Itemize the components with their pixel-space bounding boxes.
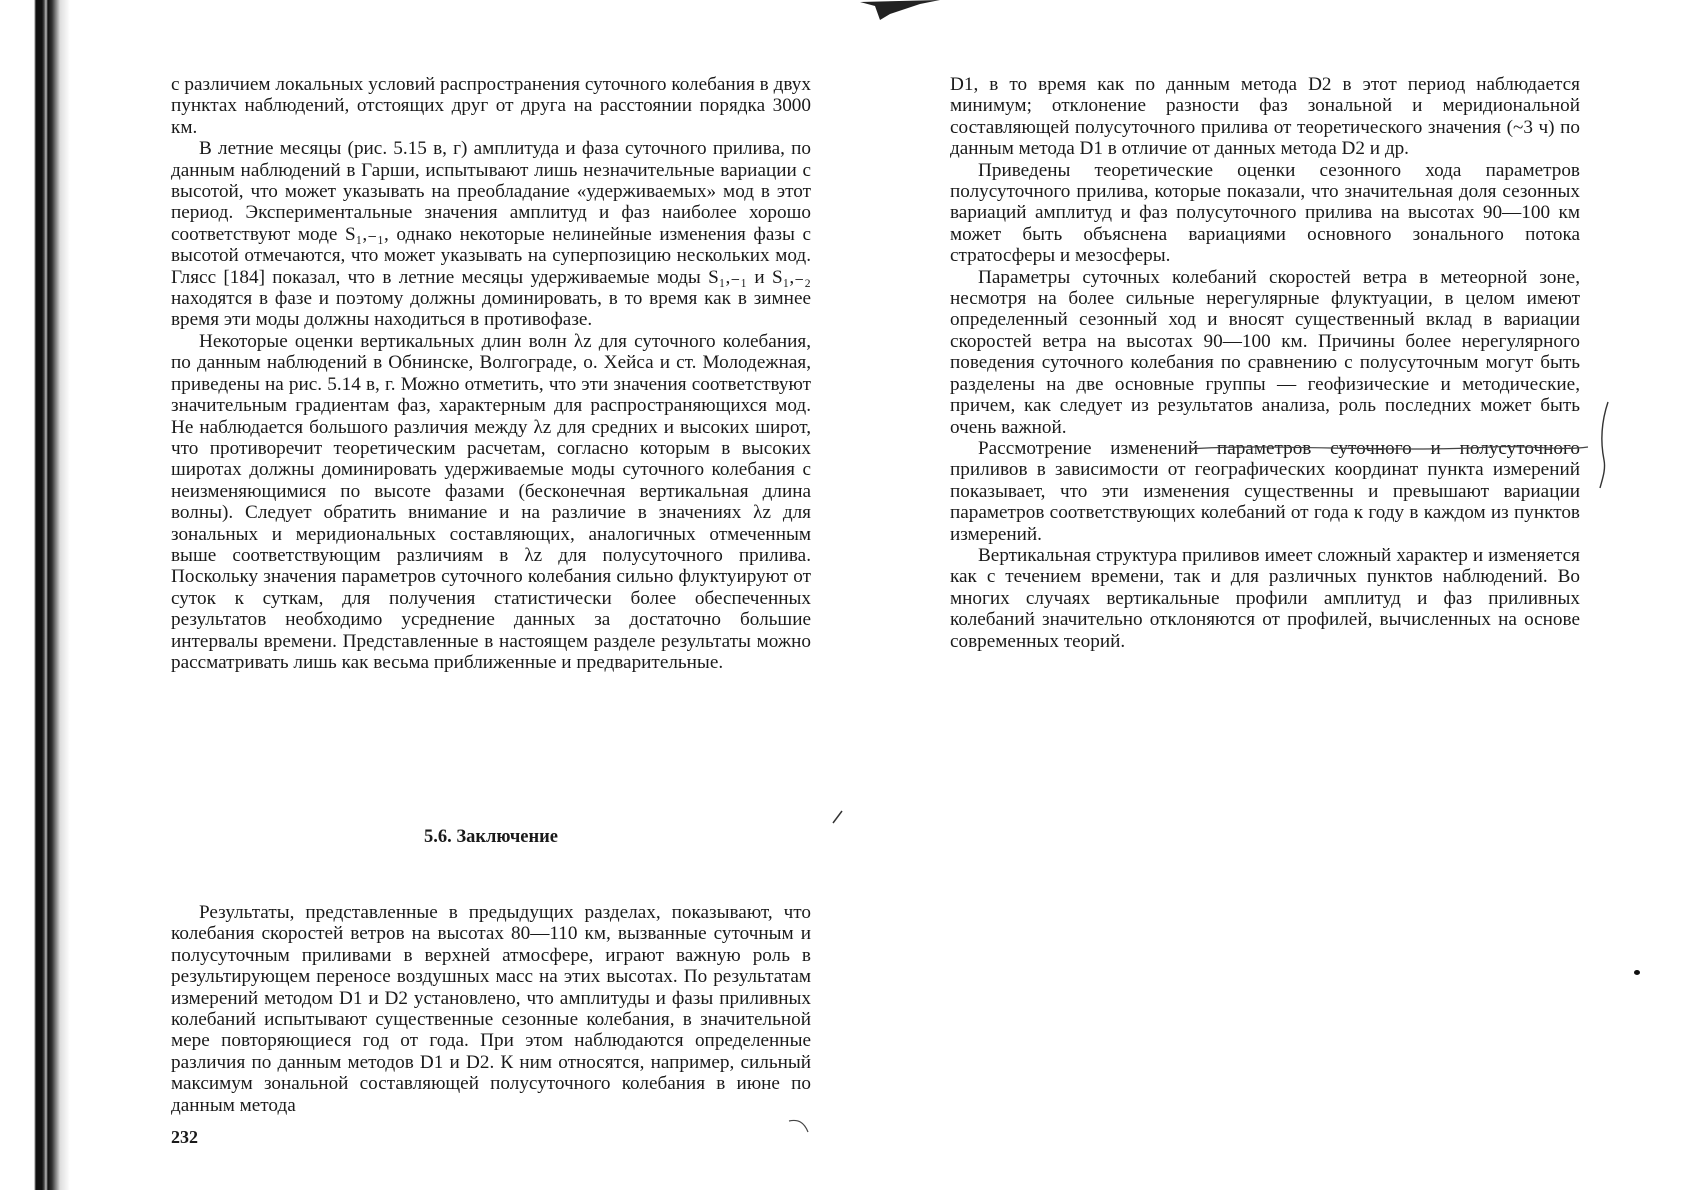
left-paragraph-1: с различием локальных условий распространения суточного колебания в двух пунктах наблюдений, отстоящих друг от друга на расстоянии порядка 3000 км. [171, 74, 811, 138]
conclusion-body [171, 902, 811, 1116]
right-paragraph-2: Приведены теоретические оценки сезонного хода параметров полусуточного прилива, которые показали, что значительная доля сезонных вариаций амплитуд и фаз полусуточного прилива на высотах 90—100 км может быть объяснена вариациями основного зонального потока стратосферы и мезосферы. [950, 159, 1580, 267]
right-paragraph-3: Параметры суточных колебаний скоростей ветра в метеорной зоне, несмотря на более сильные нерегулярные флуктуации, в целом имеют определенный сезонный ход и вносят существенный вклад в вариации скоростей ветра на высотах 90—100 км. Причины более нерегулярного поведения суточного колебания по сравнению с полусуточным могут быть разделены на две основные группы — геофизические и методические, причем, как следует из результатов анализа, роль последних может быть очень важной. [950, 266, 1580, 438]
left-paragraph-2: В летние месяцы (рис. 5.15 в, г) амплитуда и фаза суточного прилива, по данным наблюдений в Гарши, испытывают лишь незначительные вариации с высотой, что может указывать на преобладание «удерживаемых» мод в этот период. Экспериментальные значения амплитуд и фаз наиболее хорошо соответствуют моде S₁,₋₁, однако некоторые нелинейные изменения фазы с высотой отмечаются, что может указывать на суперпозицию нескольких мод. Глясс [184] показал, что в летние месяцы удерживаемые моды S₁,₋₁ и S₁,₋₂ находятся в фазе и поэтому должны доминировать, в то время как в зимнее время эти моды должны находиться в противофазе. [171, 138, 811, 331]
hook-pen-mark [788, 1118, 810, 1134]
right-page-body [950, 74, 1580, 652]
book-binding-shadow [0, 0, 70, 1190]
scan-artifact-mark [860, 0, 940, 22]
left-paragraph-3: Некоторые оценки вертикальных длин волн λz для суточного колебания, по данным наблюдений в Обнинске, Волгограде, о. Хейса и ст. Молодежная, приведены на рис. 5.14 в, г. Можно отметить, что эти значения соответствуют значительным градиентам фаз, характерным для распространяющихся мод. Не наблюдается большого различия между λz для средних и высоких широт, что противоречит теоретическим расчетам, согласно которым в высоких широтах должны доминировать удерживаемые моды суточного колебания с неизменяющимися по высоте фазами (бесконечная вертикальная длина волны). Следует обратить внимание и на различие в значениях λz для зональных и меридиональных составляющих, аналогичных отмеченным выше соответствующим различиям в λz для полусуточного прилива. Поскольку значения параметров суточного колебания сильно флуктуируют от суток к суткам, для получения статистически более обеспеченных результатов необходимо усреднение данных за достаточно большие интервалы времени. Представленные в настоящем разделе результаты можно рассматривать лишь как весьма приближенные и предварительные. [171, 330, 811, 673]
tick-pen-mark [830, 810, 844, 824]
right-paragraph-4: Рассмотрение изменений параметров суточного и полусуточного приливов в зависимости от географических координат пункта измерений показывает, что эти изменения существенны и превышают вариации параметров соответствующих колебаний от года к году в каждом из пунктов измерений. [950, 437, 1580, 545]
left-page-body [171, 74, 811, 673]
right-paragraph-5: Вертикальная структура приливов имеет сложный характер и изменяется как с течением времени, так и для различных пунктов наблюдений. Во многих случаях вертикальные профили амплитуд и фаз приливных колебаний значительно отклоняются от профилей, вычисленных на основе современных теорий. [950, 544, 1580, 652]
ink-dot [1634, 970, 1640, 975]
right-paragraph-1: D1, в то время как по данным метода D2 в этот период наблюдается минимум; отклонение разности фаз зональной и меридиональной составляющей полусуточного прилива от теоретического значения (~3 ч) по данным метода D1 в отличие от данных метода D2 и др. [950, 74, 1580, 160]
conclusion-paragraph: Результаты, представленные в предыдущих разделах, показывают, что колебания скоростей ветров на высотах 80—110 км, вызванные суточным и полусуточным приливами в верхней атмосфере, играют важную роль в результирующем переносе воздушных масс на этих высотах. По результатам измерений методом D1 и D2 установлено, что амплитуды и фазы приливных колебаний испытывают существенные сезонные колебания, в значительной мере повторяющиеся год от года. При этом наблюдаются определенные различия по данным методов D1 и D2. К ним относятся, например, сильный максимум зональной составляющей полусуточного колебания в июне по данным метода [171, 902, 811, 1116]
page-number: 232 [171, 1127, 198, 1147]
underline-pen-mark [1190, 441, 1590, 457]
section-heading: 5.6. Заключение [423, 827, 559, 847]
margin-pen-mark [1590, 400, 1620, 490]
